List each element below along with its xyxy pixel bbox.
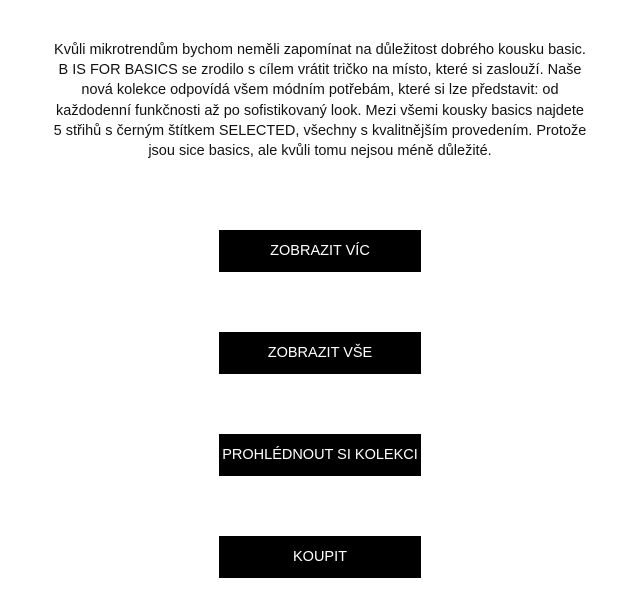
collection-description [50, 40, 590, 161]
description-line: jsou sice basics, ale kvůli tomu nejsou méně důležité. [148, 143, 492, 160]
description-line: B IS FOR BASICS se zrodilo s cílem vrátit tričko na místo, které si zaslouží. Naše [58, 62, 582, 79]
buy-button[interactable]: KOUPIT [219, 536, 421, 578]
browse-collection-button[interactable]: PROHLÉDNOUT SI KOLEKCI [219, 434, 421, 476]
description-line: 5 střihů s černým štítkem SELECTED, všechny s kvalitnějším provedením. Protože [53, 122, 587, 139]
description-line: nová kolekce odpovídá všem módním potřebám, které si lze představit: od [81, 82, 559, 99]
description-line: Kvůli mikrotrendům bychom neměli zapomínat na důležitost dobrého kousku basic. [54, 42, 586, 58]
show-all-button[interactable]: ZOBRAZIT VŠE [219, 332, 421, 374]
show-more-button[interactable]: ZOBRAZIT VÍC [219, 230, 421, 272]
description-line: každodenní funkčnosti až po sofistikovaný look. Mezi všemi kousky basics najdete [56, 102, 584, 119]
